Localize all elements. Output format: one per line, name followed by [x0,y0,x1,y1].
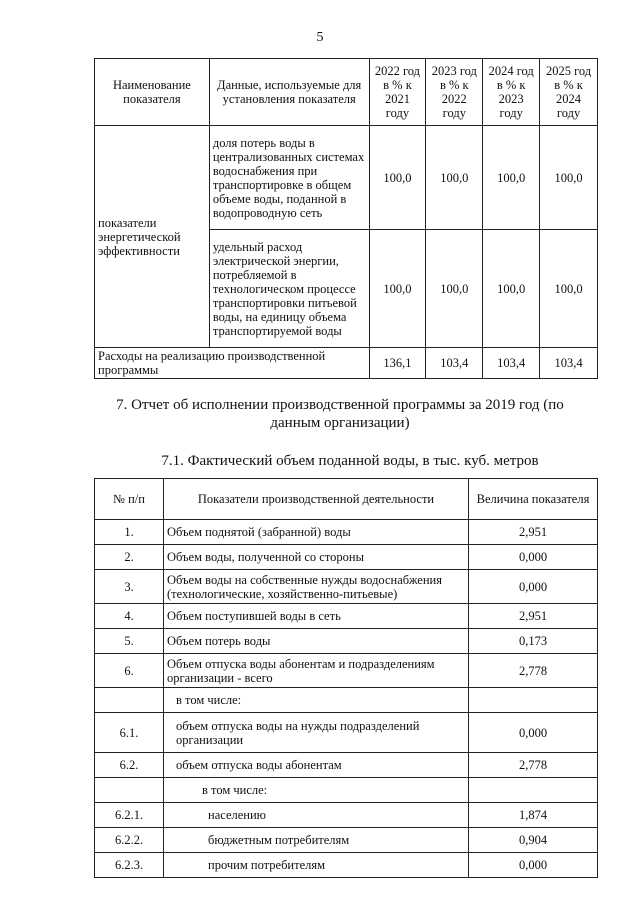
row-number: 4. [95,604,164,629]
row-name: объем отпуска воды абонентам [164,753,469,778]
header-cell: Показатели производственной деятельности [164,479,469,520]
table-row [95,570,598,604]
row-number: 6. [95,654,164,688]
header-cell: Величина показателя [469,479,598,520]
table-row [95,604,598,629]
table-row [95,753,598,778]
row-value: 1,874 [469,803,598,828]
section-heading-7-1: 7.1. Фактический объем поданной воды, в тыс. куб. метров [161,453,539,469]
value-cell: 100,0 [483,126,540,230]
row-name: прочим потребителям [164,853,469,878]
header-cell: № п/п [95,479,164,520]
row-name: в том числе: [164,778,469,803]
row-value: 0,000 [469,713,598,753]
row-value: 0,000 [469,570,598,604]
row-number: 6.2.2. [95,828,164,853]
row-desc: удельный расход электрической энергии, потребляемой в технологическом процессе транспортировки питьевой воды, на единицу объема транспортируемой воды [209,230,369,348]
row-number [95,688,164,713]
value-cell: 103,4 [483,348,540,379]
table-row [95,520,598,545]
value-cell: 100,0 [369,126,426,230]
row-name: в том числе: [164,688,469,713]
row-value: 0,173 [469,629,598,654]
header-cell: 2025 год в % к 2024 году [540,59,598,126]
row-value: 2,951 [469,604,598,629]
total-desc: Расходы на реализацию производственной программы [95,348,370,379]
header-cell: Данные, используемые для установления показателя [209,59,369,126]
table-row [95,126,598,230]
page-number: 5 [316,30,324,45]
value-cell: 100,0 [483,230,540,348]
row-name: Объем воды на собственные нужды водоснабжения (технологические, хозяйственно-питьевые) [164,570,469,604]
table-row [95,713,598,753]
row-name: Объем отпуска воды абонентам и подразделениям организации - всего [164,654,469,688]
value-cell: 136,1 [369,348,426,379]
row-number: 6.2.3. [95,853,164,878]
value-cell: 100,0 [540,230,598,348]
table-header-row [95,479,598,520]
row-name: Объем потерь воды [164,629,469,654]
row-name: населению [164,803,469,828]
row-name: объем отпуска воды на нужды подразделений организации [164,713,469,753]
row-number: 6.1. [95,713,164,753]
row-value: 0,000 [469,853,598,878]
table-row [95,688,598,713]
table-row [95,853,598,878]
row-value: 2,951 [469,520,598,545]
row-value [469,688,598,713]
header-cell: 2023 год в % к 2022 году [426,59,483,126]
indicators-table [94,58,598,379]
header-cell: 2022 год в % к 2021 году [369,59,426,126]
table-header-row [95,59,598,126]
value-cell: 103,4 [540,348,598,379]
row-value: 0,904 [469,828,598,853]
row-name: Объем поступившей воды в сеть [164,604,469,629]
row-name: Объем поднятой (забранной) воды [164,520,469,545]
table-row [95,828,598,853]
value-cell: 100,0 [540,126,598,230]
value-cell: 103,4 [426,348,483,379]
row-value: 0,000 [469,545,598,570]
row-number: 2. [95,545,164,570]
value-cell: 100,0 [426,126,483,230]
row-value [469,778,598,803]
value-cell: 100,0 [426,230,483,348]
row-name: бюджетным потребителям [164,828,469,853]
row-number [95,778,164,803]
value-cell: 100,0 [369,230,426,348]
table-row [95,778,598,803]
row-number: 1. [95,520,164,545]
table-row [95,654,598,688]
table-row [95,545,598,570]
row-number: 6.2.1. [95,803,164,828]
header-cell: 2024 год в % к 2023 году [483,59,540,126]
table-row [95,803,598,828]
row-number: 6.2. [95,753,164,778]
group-label-cell: показатели энергетической эффективности [95,126,210,348]
section-heading-7: 7. Отчет об исполнении производственной программы за 2019 год (по данным организации) [116,397,564,431]
row-value: 2,778 [469,753,598,778]
row-value: 2,778 [469,654,598,688]
table-row [95,629,598,654]
row-desc: доля потерь воды в централизованных системах водоснабжения при транспортировке в общем объеме воды, поданной в водопроводную сеть [209,126,369,230]
total-row [95,348,598,379]
row-number: 3. [95,570,164,604]
header-cell: Наименование показателя [95,59,210,126]
water-volume-table [94,478,598,878]
row-name: Объем воды, полученной со стороны [164,545,469,570]
row-number: 5. [95,629,164,654]
